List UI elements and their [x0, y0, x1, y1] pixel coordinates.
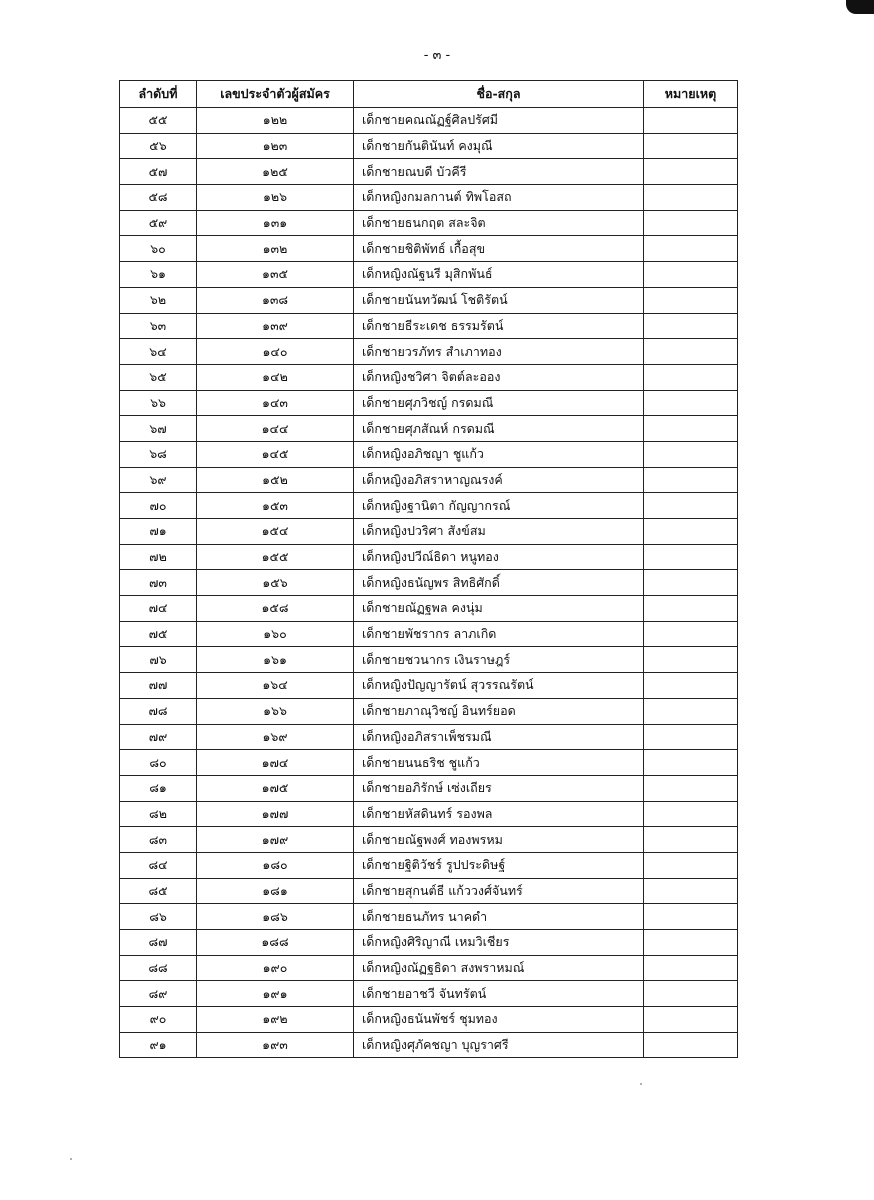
applicant-name: เด็กชายสุกนต์ธี แก้ววงศ์จันทร์ [354, 878, 644, 904]
table-row [120, 750, 738, 776]
remark [644, 544, 738, 570]
row-number: ๖๐ [120, 236, 197, 262]
remark [644, 570, 738, 596]
applicant-id: ๑๘๐ [197, 852, 354, 878]
applicant-id: ๑๓๒ [197, 236, 354, 262]
table-row [120, 416, 738, 442]
remark [644, 416, 738, 442]
header-name: ชื่อ-สกุล [354, 81, 644, 108]
remark [644, 1032, 738, 1058]
table-row [120, 596, 738, 622]
row-number: ๘๕ [120, 878, 197, 904]
row-number: ๘๓ [120, 827, 197, 853]
header-no: ลำดับที่ [120, 81, 197, 108]
applicant-name: เด็กชายกันตินันท์ คงมุณี [354, 133, 644, 159]
row-number: ๗๗ [120, 673, 197, 699]
applicant-id: ๑๔๒ [197, 364, 354, 390]
header-remark: หมายเหตุ [644, 81, 738, 108]
table-row [120, 955, 738, 981]
table-row [120, 544, 738, 570]
applicant-name: เด็กหญิงปวีณ์ธิดา หนูทอง [354, 544, 644, 570]
table-row [120, 159, 738, 185]
row-number: ๖๖ [120, 390, 197, 416]
row-number: ๖๘ [120, 441, 197, 467]
table-row [120, 801, 738, 827]
table-row [120, 108, 738, 134]
applicant-name: เด็กชายคณณัฏฐ์ศิลปรัศมี [354, 108, 644, 134]
row-number: ๘๘ [120, 955, 197, 981]
scan-corner-mark [846, 0, 874, 14]
applicant-name: เด็กชายอภิรักษ์ เซ่งเถียร [354, 775, 644, 801]
applicant-id: ๑๙๓ [197, 1032, 354, 1058]
applicant-name: เด็กชายนนธริช ชูแก้ว [354, 750, 644, 776]
applicant-name: เด็กชายธนภัทร นาคดำ [354, 904, 644, 930]
applicant-name: เด็กชายธีระเดช ธรรมรัตน์ [354, 313, 644, 339]
applicant-name: เด็กหญิงชวิศา จิตต์ละออง [354, 364, 644, 390]
applicant-id: ๑๔๔ [197, 416, 354, 442]
applicant-id: ๑๗๔ [197, 750, 354, 776]
applicant-name: เด็กหญิงอภิชญา ชูแก้ว [354, 441, 644, 467]
table-row [120, 493, 738, 519]
table-row [120, 185, 738, 211]
table-row [120, 210, 738, 236]
row-number: ๕๙ [120, 210, 197, 236]
applicant-name: เด็กหญิงณัฏฐธิดา สงพราหมณ์ [354, 955, 644, 981]
applicant-id: ๑๖๑ [197, 647, 354, 673]
applicant-name: เด็กหญิงธนัญพร สิทธิศักดิ์ [354, 570, 644, 596]
scan-speck [640, 1083, 642, 1085]
applicant-name: เด็กชายศุภวิชญ์ กรดมณี [354, 390, 644, 416]
remark [644, 801, 738, 827]
page-number: - ๓ - [423, 48, 451, 63]
table-header-row [120, 81, 738, 108]
applicant-name: เด็กชายนันทวัฒน์ โชติรัตน์ [354, 287, 644, 313]
applicant-id: ๑๙๒ [197, 1007, 354, 1033]
applicant-table [119, 80, 738, 1058]
remark [644, 390, 738, 416]
table-row [120, 698, 738, 724]
applicant-name: เด็กชายหัสดินทร์ รองพล [354, 801, 644, 827]
applicant-name: เด็กหญิงฐานิตา กัญญากรณ์ [354, 493, 644, 519]
row-number: ๖๑ [120, 262, 197, 288]
row-number: ๕๘ [120, 185, 197, 211]
header-applicant-id: เลขประจำตัวผู้สมัคร [197, 81, 354, 108]
applicant-name: เด็กชายพัชรากร ลาภเกิด [354, 621, 644, 647]
scan-speck [70, 1158, 72, 1160]
applicant-id: ๑๒๖ [197, 185, 354, 211]
applicant-name: เด็กชายณัฏฐพล คงนุ่ม [354, 596, 644, 622]
row-number: ๗๖ [120, 647, 197, 673]
applicant-name: เด็กชายวรภัทร สำเภาทอง [354, 339, 644, 365]
applicant-name: เด็กชายชิติพัทธ์ เกื้อสุข [354, 236, 644, 262]
row-number: ๖๓ [120, 313, 197, 339]
row-number: ๕๗ [120, 159, 197, 185]
applicant-name: เด็กชายอาชวี จันทรัตน์ [354, 981, 644, 1007]
row-number: ๖๙ [120, 467, 197, 493]
remark [644, 904, 738, 930]
applicant-id: ๑๔๓ [197, 390, 354, 416]
table-row [120, 878, 738, 904]
row-number: ๘๐ [120, 750, 197, 776]
applicant-id: ๑๕๔ [197, 519, 354, 545]
row-number: ๗๐ [120, 493, 197, 519]
table-row [120, 441, 738, 467]
table-row [120, 673, 738, 699]
row-number: ๙๐ [120, 1007, 197, 1033]
applicant-id: ๑๗๙ [197, 827, 354, 853]
applicant-id: ๑๕๘ [197, 596, 354, 622]
table-row [120, 852, 738, 878]
applicant-name: เด็กชายภาณุวิชญ์ อินทร์ยอด [354, 698, 644, 724]
row-number: ๘๖ [120, 904, 197, 930]
table-row [120, 621, 738, 647]
remark [644, 647, 738, 673]
remark [644, 827, 738, 853]
remark [644, 287, 738, 313]
remark [644, 673, 738, 699]
remark [644, 159, 738, 185]
table-row [120, 981, 738, 1007]
remark [644, 467, 738, 493]
applicant-name: เด็กหญิงศิริญาณี เหมวิเชียร [354, 930, 644, 956]
applicant-name: เด็กหญิงปัญญารัตน์ สุวรรณรัตน์ [354, 673, 644, 699]
row-number: ๘๗ [120, 930, 197, 956]
applicant-name: เด็กชายณบดี บัวคีรี [354, 159, 644, 185]
remark [644, 519, 738, 545]
remark [644, 262, 738, 288]
applicant-name: เด็กหญิงปวริศา สังข์สม [354, 519, 644, 545]
table-row [120, 133, 738, 159]
row-number: ๘๑ [120, 775, 197, 801]
row-number: ๘๒ [120, 801, 197, 827]
row-number: ๗๔ [120, 596, 197, 622]
remark [644, 210, 738, 236]
applicant-name: เด็กหญิงกมลกานต์ ทิพโอสถ [354, 185, 644, 211]
applicant-name: เด็กหญิงธนันพัชร์ ชุมทอง [354, 1007, 644, 1033]
applicant-id: ๑๒๕ [197, 159, 354, 185]
applicant-name: เด็กชายธนกฤต สละจิต [354, 210, 644, 236]
table-row [120, 519, 738, 545]
applicant-id: ๑๙๑ [197, 981, 354, 1007]
row-number: ๗๑ [120, 519, 197, 545]
applicant-id: ๑๓๑ [197, 210, 354, 236]
applicant-name: เด็กหญิงอภิสราเพ็ชรมณี [354, 724, 644, 750]
row-number: ๖๕ [120, 364, 197, 390]
remark [644, 724, 738, 750]
applicant-name: เด็กชายณัฐพงศ์ ทองพรหม [354, 827, 644, 853]
applicant-id: ๑๕๓ [197, 493, 354, 519]
remark [644, 236, 738, 262]
table-row [120, 904, 738, 930]
row-number: ๖๒ [120, 287, 197, 313]
table-row [120, 775, 738, 801]
remark [644, 313, 738, 339]
remark [644, 493, 738, 519]
applicant-id: ๑๒๓ [197, 133, 354, 159]
applicant-name: เด็กชายฐิติวัชร์ รูปประดิษฐ์ [354, 852, 644, 878]
row-number: ๘๔ [120, 852, 197, 878]
applicant-id: ๑๖๔ [197, 673, 354, 699]
remark [644, 698, 738, 724]
remark [644, 775, 738, 801]
remark [644, 750, 738, 776]
applicant-id: ๑๒๒ [197, 108, 354, 134]
table-row [120, 262, 738, 288]
row-number: ๗๓ [120, 570, 197, 596]
remark [644, 981, 738, 1007]
table-row [120, 467, 738, 493]
remark [644, 185, 738, 211]
remark [644, 955, 738, 981]
remark [644, 133, 738, 159]
applicant-id: ๑๙๐ [197, 955, 354, 981]
row-number: ๕๖ [120, 133, 197, 159]
row-number: ๙๑ [120, 1032, 197, 1058]
row-number: ๘๙ [120, 981, 197, 1007]
remark [644, 596, 738, 622]
row-number: ๕๕ [120, 108, 197, 134]
table-row [120, 364, 738, 390]
applicant-name: เด็กหญิงอภิสราหาญณรงค์ [354, 467, 644, 493]
remark [644, 364, 738, 390]
row-number: ๗๘ [120, 698, 197, 724]
remark [644, 441, 738, 467]
applicant-id: ๑๘๑ [197, 878, 354, 904]
remark [644, 108, 738, 134]
applicant-name: เด็กหญิงณัฐนรี มุสิกพันธ์ [354, 262, 644, 288]
applicant-id: ๑๔๕ [197, 441, 354, 467]
table-row [120, 647, 738, 673]
applicant-id: ๑๓๘ [197, 287, 354, 313]
table-row [120, 930, 738, 956]
applicant-id: ๑๓๕ [197, 262, 354, 288]
table-row [120, 570, 738, 596]
remark [644, 621, 738, 647]
applicant-id: ๑๖๖ [197, 698, 354, 724]
row-number: ๗๒ [120, 544, 197, 570]
applicant-id: ๑๗๕ [197, 775, 354, 801]
applicant-id: ๑๘๘ [197, 930, 354, 956]
applicant-name: เด็กหญิงศุภัคชญา บุญราศรี [354, 1032, 644, 1058]
table-row [120, 236, 738, 262]
remark [644, 878, 738, 904]
table-row [120, 827, 738, 853]
remark [644, 930, 738, 956]
remark [644, 1007, 738, 1033]
applicant-id: ๑๘๖ [197, 904, 354, 930]
table-row [120, 339, 738, 365]
table-row [120, 313, 738, 339]
applicant-id: ๑๔๐ [197, 339, 354, 365]
row-number: ๖๔ [120, 339, 197, 365]
applicant-id: ๑๕๖ [197, 570, 354, 596]
remark [644, 339, 738, 365]
table-row [120, 390, 738, 416]
table-row [120, 1007, 738, 1033]
applicant-id: ๑๓๙ [197, 313, 354, 339]
table-row [120, 724, 738, 750]
applicant-name: เด็กชายศุภสัณห์ กรดมณี [354, 416, 644, 442]
applicant-id: ๑๖๐ [197, 621, 354, 647]
applicant-name: เด็กชายชวนากร เงินราษฎร์ [354, 647, 644, 673]
row-number: ๖๗ [120, 416, 197, 442]
remark [644, 852, 738, 878]
applicant-id: ๑๕๕ [197, 544, 354, 570]
row-number: ๗๙ [120, 724, 197, 750]
row-number: ๗๕ [120, 621, 197, 647]
applicant-id: ๑๕๒ [197, 467, 354, 493]
applicant-id: ๑๖๙ [197, 724, 354, 750]
table-row [120, 1032, 738, 1058]
table-body [120, 108, 738, 1058]
table-row [120, 287, 738, 313]
applicant-id: ๑๗๗ [197, 801, 354, 827]
